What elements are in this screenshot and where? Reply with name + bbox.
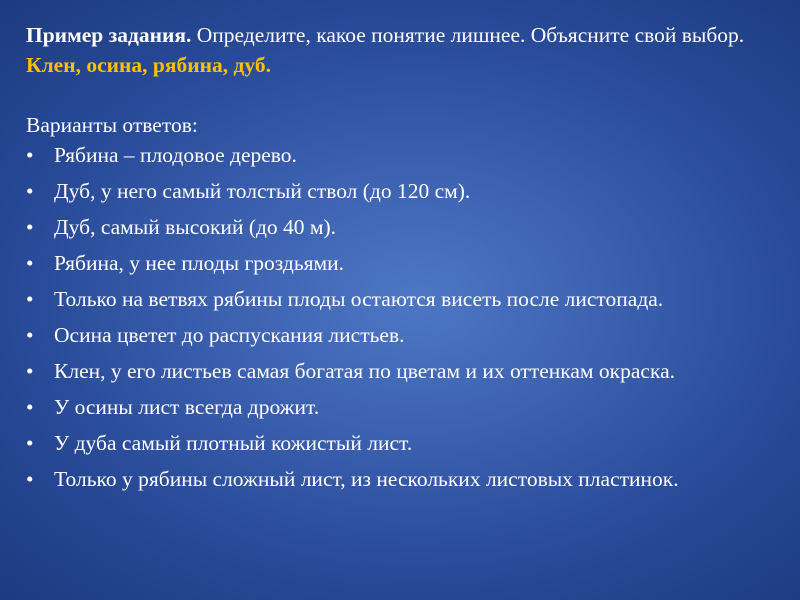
task-paragraph bbox=[26, 20, 776, 80]
answer-text: Осина цветет до распускания листьев. bbox=[54, 323, 405, 347]
bullet-icon: • bbox=[26, 287, 34, 311]
bullet-icon: • bbox=[26, 179, 34, 203]
bullet-icon: • bbox=[26, 323, 34, 347]
answer-text: Рябина, у нее плоды гроздьями. bbox=[54, 251, 345, 275]
bullet-icon: • bbox=[26, 143, 34, 167]
task-question: Определите, какое понятие лишнее. Объясните свой выбор. bbox=[191, 23, 745, 47]
answer-item bbox=[26, 464, 776, 494]
answer-item bbox=[26, 320, 776, 350]
answer-text: Дуб, самый высокий (до 40 м). bbox=[54, 215, 337, 239]
bullet-icon: • bbox=[26, 395, 34, 419]
answer-text: Рябина – плодовое дерево. bbox=[54, 143, 297, 167]
answers-heading: Варианты ответов: bbox=[26, 113, 198, 137]
spacer bbox=[26, 80, 776, 110]
answer-text: Только на ветвях рябины плоды остаются висеть после листопада. bbox=[54, 287, 664, 311]
bullet-icon: • bbox=[26, 431, 34, 455]
answer-text: Только у рябины сложный лист, из нескольких листовых пластинок. bbox=[54, 467, 679, 491]
bullet-icon: • bbox=[26, 251, 34, 275]
answer-text: Клен, у его листьев самая богатая по цветам и их оттенкам окраска. bbox=[54, 359, 675, 383]
bullet-icon: • bbox=[26, 467, 34, 491]
task-items: Клен, осина, рябина, дуб. bbox=[26, 53, 271, 77]
answer-text: У осины лист всегда дрожит. bbox=[54, 395, 320, 419]
answer-item bbox=[26, 284, 776, 314]
answer-item bbox=[26, 248, 776, 278]
answer-text: У дуба самый плотный кожистый лист. bbox=[54, 431, 413, 455]
answer-text: Дуб, у него самый толстый ствол (до 120 см). bbox=[54, 179, 471, 203]
answer-item bbox=[26, 356, 776, 386]
answer-item bbox=[26, 140, 776, 170]
slide-content bbox=[26, 20, 776, 500]
answer-item bbox=[26, 392, 776, 422]
bullet-icon: • bbox=[26, 359, 34, 383]
answers-list bbox=[26, 140, 776, 494]
bullet-icon: • bbox=[26, 215, 34, 239]
answer-item bbox=[26, 212, 776, 242]
task-label: Пример задания. bbox=[26, 23, 192, 47]
answer-item bbox=[26, 428, 776, 458]
answer-item bbox=[26, 176, 776, 206]
